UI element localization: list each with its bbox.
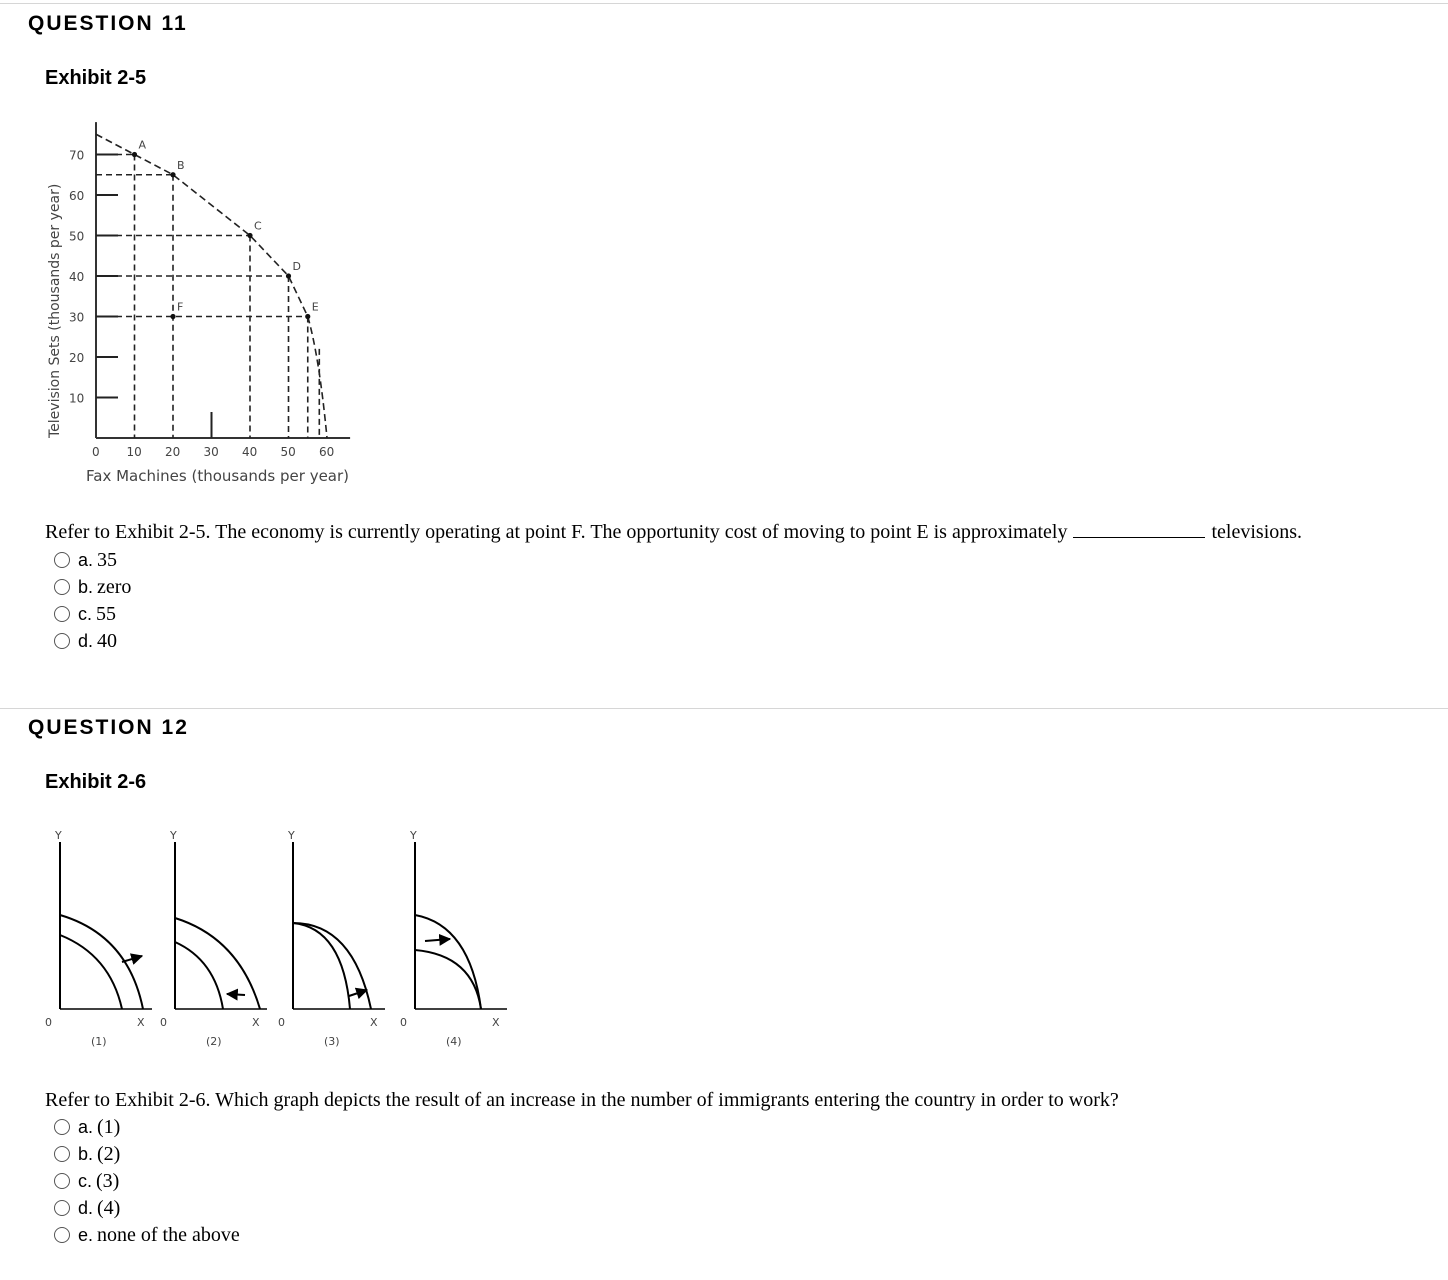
- graph-4: [400, 829, 507, 1048]
- y-axis-letter: Y: [55, 829, 62, 842]
- exhibit-2-6-graphs: [35, 820, 515, 1055]
- option-text: (4): [97, 1196, 121, 1219]
- radio-button[interactable]: [54, 579, 70, 595]
- option-text: none of the above: [97, 1223, 240, 1246]
- origin-label: 0: [400, 1016, 407, 1029]
- point-B: [170, 172, 175, 177]
- option-letter: b.: [78, 1143, 94, 1164]
- point-label-D: D: [292, 260, 301, 273]
- radio-button[interactable]: [54, 606, 70, 622]
- graph-caption: (2): [206, 1035, 222, 1048]
- y-axis-letter: Y: [410, 829, 417, 842]
- option-text: zero: [97, 575, 132, 598]
- question-11-title: QUESTION 11: [28, 12, 188, 35]
- radio-button[interactable]: [54, 1119, 70, 1135]
- radio-button[interactable]: [54, 1200, 70, 1216]
- exhibit-2-6-title: Exhibit 2-6: [45, 771, 147, 793]
- x-tick-label: 30: [203, 445, 219, 459]
- x-axis-label: Fax Machines (thousands per year): [86, 467, 350, 485]
- ppf-curve: [96, 134, 327, 438]
- y-tick-label: 40: [69, 270, 85, 284]
- question-11-stem: Refer to Exhibit 2-5. The economy is currently operating at point F. The opportunity cost of moving to point E is approximately: [45, 521, 1068, 543]
- radio-button[interactable]: [54, 552, 70, 568]
- option-letter: d.: [78, 1197, 94, 1218]
- radio-button[interactable]: [54, 1146, 70, 1162]
- graph-2: [160, 829, 267, 1048]
- point-label-A: A: [138, 138, 147, 152]
- x-axis-letter: X: [137, 1016, 145, 1029]
- y-tick-label: 50: [69, 229, 85, 244]
- q12-option-c[interactable]: [54, 1169, 119, 1193]
- y-tick-label: 10: [69, 391, 85, 406]
- answer-blank: [1073, 521, 1205, 538]
- top-divider: [0, 3, 1448, 4]
- point-label-C: C: [254, 219, 262, 233]
- y-axis-letter: Y: [288, 829, 295, 842]
- exhibit-2-5-chart: [40, 115, 390, 495]
- option-text: 55: [96, 602, 117, 625]
- graph-caption: (3): [324, 1035, 340, 1048]
- q12-option-a[interactable]: [54, 1115, 120, 1139]
- graph-3: [278, 829, 385, 1048]
- x-axis-letter: X: [492, 1016, 500, 1029]
- origin-label: 0: [45, 1016, 52, 1029]
- point-label-B: B: [177, 158, 185, 172]
- option-letter: b.: [78, 576, 94, 597]
- graph-caption: (1): [91, 1035, 107, 1048]
- y-tick-label: 70: [69, 148, 85, 163]
- origin-label: 0: [278, 1016, 285, 1029]
- q11-option-b[interactable]: [54, 575, 131, 599]
- radio-button[interactable]: [54, 633, 70, 649]
- question-12-title: QUESTION 12: [28, 716, 189, 739]
- point-F: [170, 314, 175, 319]
- question-12-text: Refer to Exhibit 2-6. Which graph depicts the result of an increase in the number of immigrants entering the country in order to work?: [45, 1089, 1119, 1111]
- y-tick-label: 20: [69, 351, 85, 365]
- question-11-stem-end: televisions.: [1211, 521, 1303, 543]
- point-A: [132, 152, 137, 157]
- y-tick-label: 60: [69, 189, 85, 203]
- point-E: [305, 314, 310, 319]
- option-letter: d.: [78, 630, 94, 651]
- option-text: 40: [97, 629, 118, 652]
- graph-1: [45, 829, 152, 1048]
- q12-option-e[interactable]: [54, 1223, 240, 1247]
- exhibit-2-5-title: Exhibit 2-5: [45, 67, 147, 89]
- y-axis-letter: Y: [170, 829, 177, 842]
- option-letter: e.: [78, 1224, 94, 1245]
- q11-option-c[interactable]: [54, 602, 116, 626]
- x-tick-label: 50: [280, 445, 296, 459]
- y-tick-label: 30: [69, 310, 85, 325]
- y-axis-label: Television Sets (thousands per year): [47, 183, 63, 438]
- point-D: [286, 273, 291, 278]
- option-text: 35: [97, 548, 118, 571]
- x-tick-label: 60: [319, 445, 335, 459]
- option-letter: c.: [78, 603, 93, 624]
- x-axis-letter: X: [370, 1016, 378, 1029]
- question-divider: [0, 708, 1448, 709]
- option-letter: a.: [78, 1116, 94, 1137]
- point-C: [247, 233, 252, 238]
- q12-option-d[interactable]: [54, 1196, 120, 1220]
- x-tick-label: 40: [242, 445, 258, 459]
- option-text: (2): [97, 1142, 121, 1165]
- x-tick-label: 0: [92, 445, 100, 459]
- q11-option-d[interactable]: [54, 629, 117, 653]
- option-letter: a.: [78, 549, 94, 570]
- option-text: (3): [96, 1169, 120, 1192]
- q11-option-a[interactable]: [54, 548, 117, 572]
- option-letter: c.: [78, 1170, 93, 1191]
- option-text: (1): [97, 1115, 121, 1138]
- radio-button[interactable]: [54, 1227, 70, 1243]
- q12-option-b[interactable]: [54, 1142, 120, 1166]
- radio-button[interactable]: [54, 1173, 70, 1189]
- x-axis-letter: X: [252, 1016, 260, 1029]
- question-11-text: [45, 521, 1302, 544]
- graph-caption: (4): [446, 1035, 462, 1048]
- point-label-E: E: [311, 300, 319, 314]
- x-tick-label: 10: [126, 445, 142, 459]
- origin-label: 0: [160, 1016, 167, 1029]
- point-label-F: F: [177, 300, 184, 314]
- x-tick-label: 20: [165, 445, 181, 459]
